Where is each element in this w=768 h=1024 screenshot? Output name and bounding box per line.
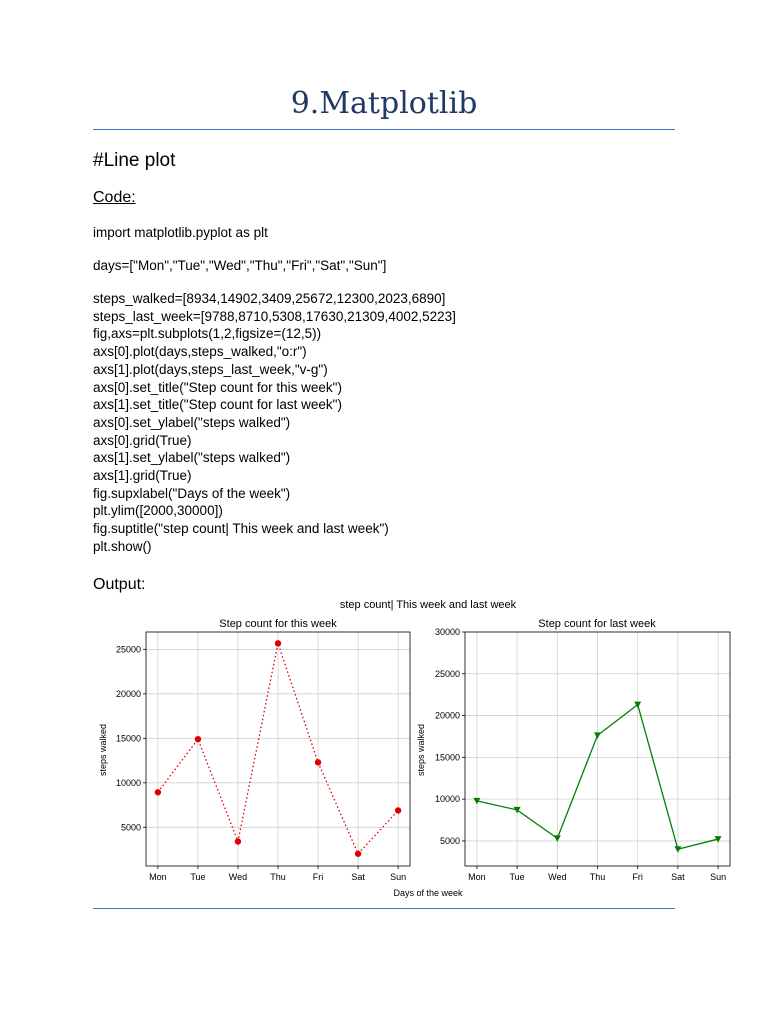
chart-this-week-ylabel: steps walked bbox=[98, 723, 108, 777]
code-line: axs[1].set_ylabel("steps walked") bbox=[93, 450, 291, 466]
tick-label-y: 30000 bbox=[434, 627, 460, 637]
data-point bbox=[315, 759, 321, 765]
code-line: steps_walked=[8934,14902,3409,25672,12300,2023,6890] bbox=[93, 291, 446, 306]
code-line: fig.supxlabel("Days of the week") bbox=[93, 485, 291, 501]
section-heading: #Line plot bbox=[93, 150, 176, 171]
tick-label-x: Fri bbox=[312, 872, 324, 882]
data-point bbox=[674, 846, 681, 853]
tick-label-x: Sat bbox=[671, 872, 685, 882]
tick-label-x: Tue bbox=[509, 872, 525, 882]
tick-label-y: 20000 bbox=[434, 710, 460, 721]
code-line: axs[0].set_title("Step count for this week") bbox=[93, 379, 342, 395]
code-line: axs[1].plot(days,steps_last_week,"v-g") bbox=[93, 361, 328, 377]
code-line: fig.suptitle("step count| This week and last week") bbox=[93, 521, 389, 537]
chart-last-week bbox=[416, 618, 730, 882]
data-point bbox=[395, 807, 401, 813]
tick-label-x: Wed bbox=[548, 872, 567, 882]
data-point bbox=[155, 789, 161, 795]
chart-this-week-title: Step count for this week bbox=[219, 618, 337, 630]
code-line: plt.ylim([2000,30000]) bbox=[93, 503, 223, 519]
tick-label-x: Fri bbox=[632, 872, 643, 882]
code-line: days=["Mon","Tue","Wed","Thu","Fri","Sat","Sun"] bbox=[93, 258, 387, 273]
tick-label-x: Tue bbox=[190, 872, 206, 882]
output-label: Output: bbox=[93, 576, 146, 593]
chart-last-week-title: Step count for last week bbox=[538, 618, 656, 630]
code-line: steps_last_week=[9788,8710,5308,17630,21309,4002,5223] bbox=[93, 308, 456, 324]
figure-supxlabel: Days of the week bbox=[393, 888, 463, 898]
code-line: axs[0].grid(True) bbox=[93, 432, 192, 448]
tick-label-x: Sun bbox=[390, 872, 407, 882]
tick-label-x: Sun bbox=[710, 872, 727, 882]
tick-label-y: 5000 bbox=[439, 835, 460, 846]
data-point bbox=[594, 732, 601, 739]
tick-label-y: 25000 bbox=[115, 644, 141, 655]
tick-label-y: 10000 bbox=[434, 794, 460, 805]
chart-this-week bbox=[98, 618, 410, 882]
data-point bbox=[275, 640, 281, 646]
tick-label-x: Thu bbox=[270, 872, 286, 882]
tick-label-y: 25000 bbox=[434, 668, 460, 679]
code-line: axs[0].set_ylabel("steps walked") bbox=[93, 414, 291, 430]
tick-label-x: Thu bbox=[589, 872, 606, 882]
grid-this-week bbox=[146, 632, 410, 866]
tick-label-y: 15000 bbox=[115, 733, 141, 744]
tick-label-x: Mon bbox=[149, 872, 167, 882]
tick-label-y: 10000 bbox=[115, 777, 141, 788]
chart-last-week-ylabel: steps walked bbox=[416, 723, 426, 777]
tick-label-y: 5000 bbox=[120, 822, 141, 833]
code-line: import matplotlib.pyplot as plt bbox=[93, 225, 268, 240]
tick-label-x: Mon bbox=[468, 872, 486, 882]
tick-label-x: Wed bbox=[228, 872, 248, 882]
code-line: axs[0].plot(days,steps_walked,"o:r") bbox=[93, 344, 307, 360]
data-point bbox=[195, 736, 201, 742]
code-line: fig,axs=plt.subplots(1,2,figsize=(12,5)) bbox=[93, 326, 322, 342]
tick-label-y: 20000 bbox=[115, 688, 141, 699]
code-line: plt.show() bbox=[93, 538, 152, 554]
code-line: axs[1].set_title("Step count for last week") bbox=[93, 397, 342, 413]
tick-label-y: 15000 bbox=[434, 752, 460, 763]
data-point bbox=[235, 838, 241, 844]
document-title: 9.Matplotlib bbox=[290, 86, 478, 121]
tick-label-x: Sat bbox=[351, 872, 365, 882]
data-point bbox=[355, 851, 361, 857]
bottom-divider bbox=[93, 908, 675, 909]
code-label: Code: bbox=[93, 189, 136, 206]
figure-suptitle: step count| This week and last week bbox=[339, 599, 517, 611]
grid-last-week bbox=[465, 632, 730, 866]
code-line: axs[1].grid(True) bbox=[93, 468, 192, 484]
